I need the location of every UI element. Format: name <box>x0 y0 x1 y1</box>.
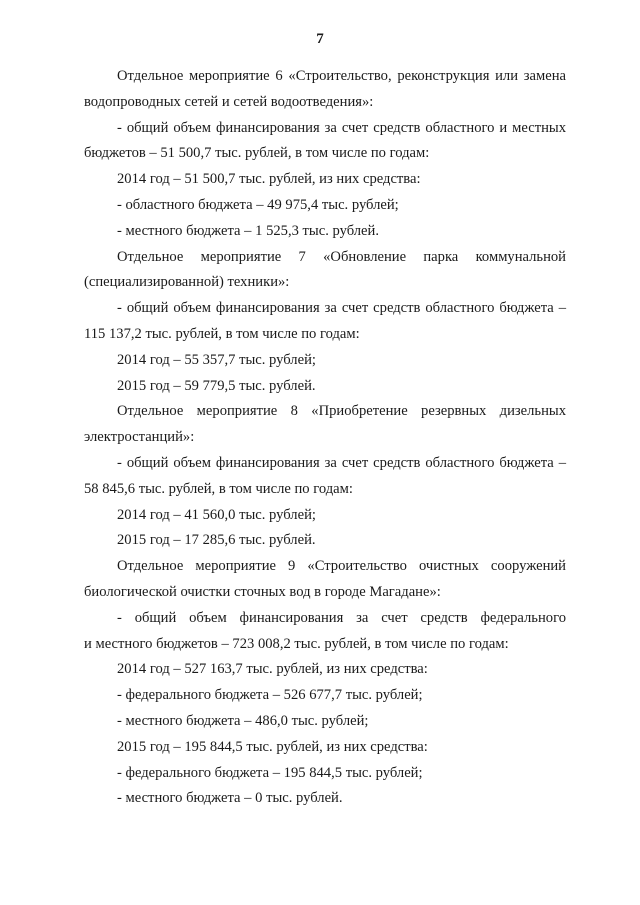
text-line: - федерального бюджета – 526 677,7 тыс. рублей; <box>117 687 423 704</box>
text-line: электростанций»: <box>84 429 195 446</box>
text-line: 2014 год – 41 560,0 тыс. рублей; <box>117 506 316 523</box>
text-line: 2015 год – 17 285,6 тыс. рублей. <box>117 532 316 549</box>
text-line: Отдельное мероприятие 6 «Строительство, реконструкция или замена <box>117 68 566 84</box>
text-line: 2015 год – 195 844,5 тыс. рублей, из них средства: <box>117 738 428 755</box>
text-line: - общий объем финансирования за счет средств областного бюджета – <box>117 300 566 317</box>
text-line: 58 845,6 тыс. рублей, в том числе по годам: <box>84 480 353 497</box>
text-line: - федерального бюджета – 195 844,5 тыс. рублей; <box>117 764 423 781</box>
page-number: 7 <box>316 31 324 47</box>
text-line: - местного бюджета – 1 525,3 тыс. рублей. <box>117 222 379 239</box>
text-line: 2015 год – 59 779,5 тыс. рублей. <box>117 377 316 394</box>
text-line: 115 137,2 тыс. рублей, в том числе по годам: <box>84 325 360 342</box>
text-line: 2014 год – 51 500,7 тыс. рублей, из них средства: <box>117 171 421 188</box>
text-line: Отдельное мероприятие 8 «Приобретение резервных дизельных <box>117 403 566 420</box>
text-line: Отдельное мероприятие 9 «Строительство очистных сооружений <box>117 558 566 575</box>
text-line: и местного бюджетов – 723 008,2 тыс. рублей, в том числе по годам: <box>84 635 509 652</box>
text-line: - местного бюджета – 486,0 тыс. рублей; <box>117 712 369 729</box>
text-line: 2014 год – 55 357,7 тыс. рублей; <box>117 351 316 368</box>
text-line: 2014 год – 527 163,7 тыс. рублей, из них средства: <box>117 661 428 678</box>
text-line: биологической очистки сточных вод в городе Магадане»: <box>84 583 441 600</box>
text-line: водопроводных сетей и сетей водоотведения»: <box>84 93 374 110</box>
text-line: - общий объем финансирования за счет средств федерального <box>117 609 566 626</box>
text-line: (специализированной) техники»: <box>84 274 290 291</box>
text-line: - общий объем финансирования за счет средств областного бюджета – <box>117 454 566 471</box>
text-line: бюджетов – 51 500,7 тыс. рублей, в том числе по годам: <box>84 145 430 162</box>
document-body <box>84 64 566 812</box>
text-line: - общий объем финансирования за счет средств областного и местных <box>117 119 566 136</box>
text-line: - областного бюджета – 49 975,4 тыс. рублей; <box>117 196 399 213</box>
text-line: - местного бюджета – 0 тыс. рублей. <box>117 790 343 807</box>
text-line: Отдельное мероприятие 7 «Обновление парка коммунальной <box>117 248 566 265</box>
